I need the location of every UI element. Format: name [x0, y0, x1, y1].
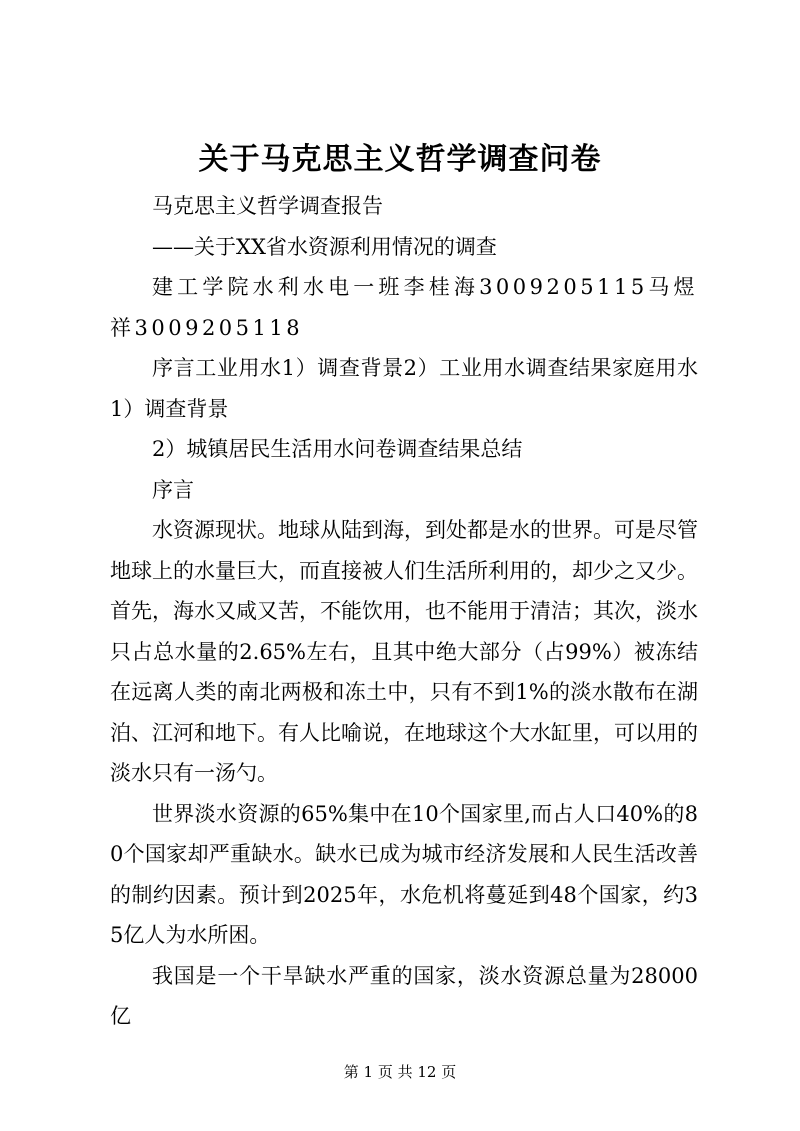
paragraph-outline: 序言工业用水1）调查背景2）工业用水调查结果家庭用水1）调查背景: [110, 356, 698, 421]
page-footer: 第 1 页 共 12 页: [343, 1063, 457, 1081]
document-title: 关于马克思主义哲学调查问卷: [198, 142, 602, 177]
paragraph-china-water: 我国是一个干旱缺水严重的国家，淡水资源总量为28000亿: [110, 963, 698, 1028]
paragraph-water-status: 水资源现状。地球从陆到海，到处都是水的世界。可是尽管地球上的水量巨大，而直接被人们生活所利用的，却少之又少。首先，海水又咸又苦，不能饮用，也不能用于清洁；其次，淡水只占总水量的2.65%左右，且其中绝大部分（占99%）被冻结在远离人类的南北两极和冻土中，只有不到1%的淡水散布在湖泊、江河和地下。有人比喻说，在地球这个大水缸里，可以用的淡水只有一汤勺。: [110, 518, 698, 785]
paragraph-outline-continued: 2）城镇居民生活用水问卷调查结果总结: [152, 437, 523, 461]
paragraph-report-title: 马克思主义哲学调查报告: [152, 194, 383, 218]
paragraph-preface-heading: 序言: [152, 477, 194, 502]
paragraph-world-water: 世界淡水资源的65%集中在10个国家里,而占人口40%的80个国家却严重缺水。缺水已成为城市经济发展和人民生活改善的制约因素。预计到2025年，水危机将蔓延到48个国家，约35亿人为水所困。: [110, 801, 698, 947]
paragraph-report-subtitle: ——关于XX省水资源利用情况的调查: [152, 234, 497, 259]
document-body: [110, 186, 698, 1037]
paragraph-authors: 建工学院水利水电一班李桂海3009205115马煜祥3009205118: [110, 275, 698, 340]
